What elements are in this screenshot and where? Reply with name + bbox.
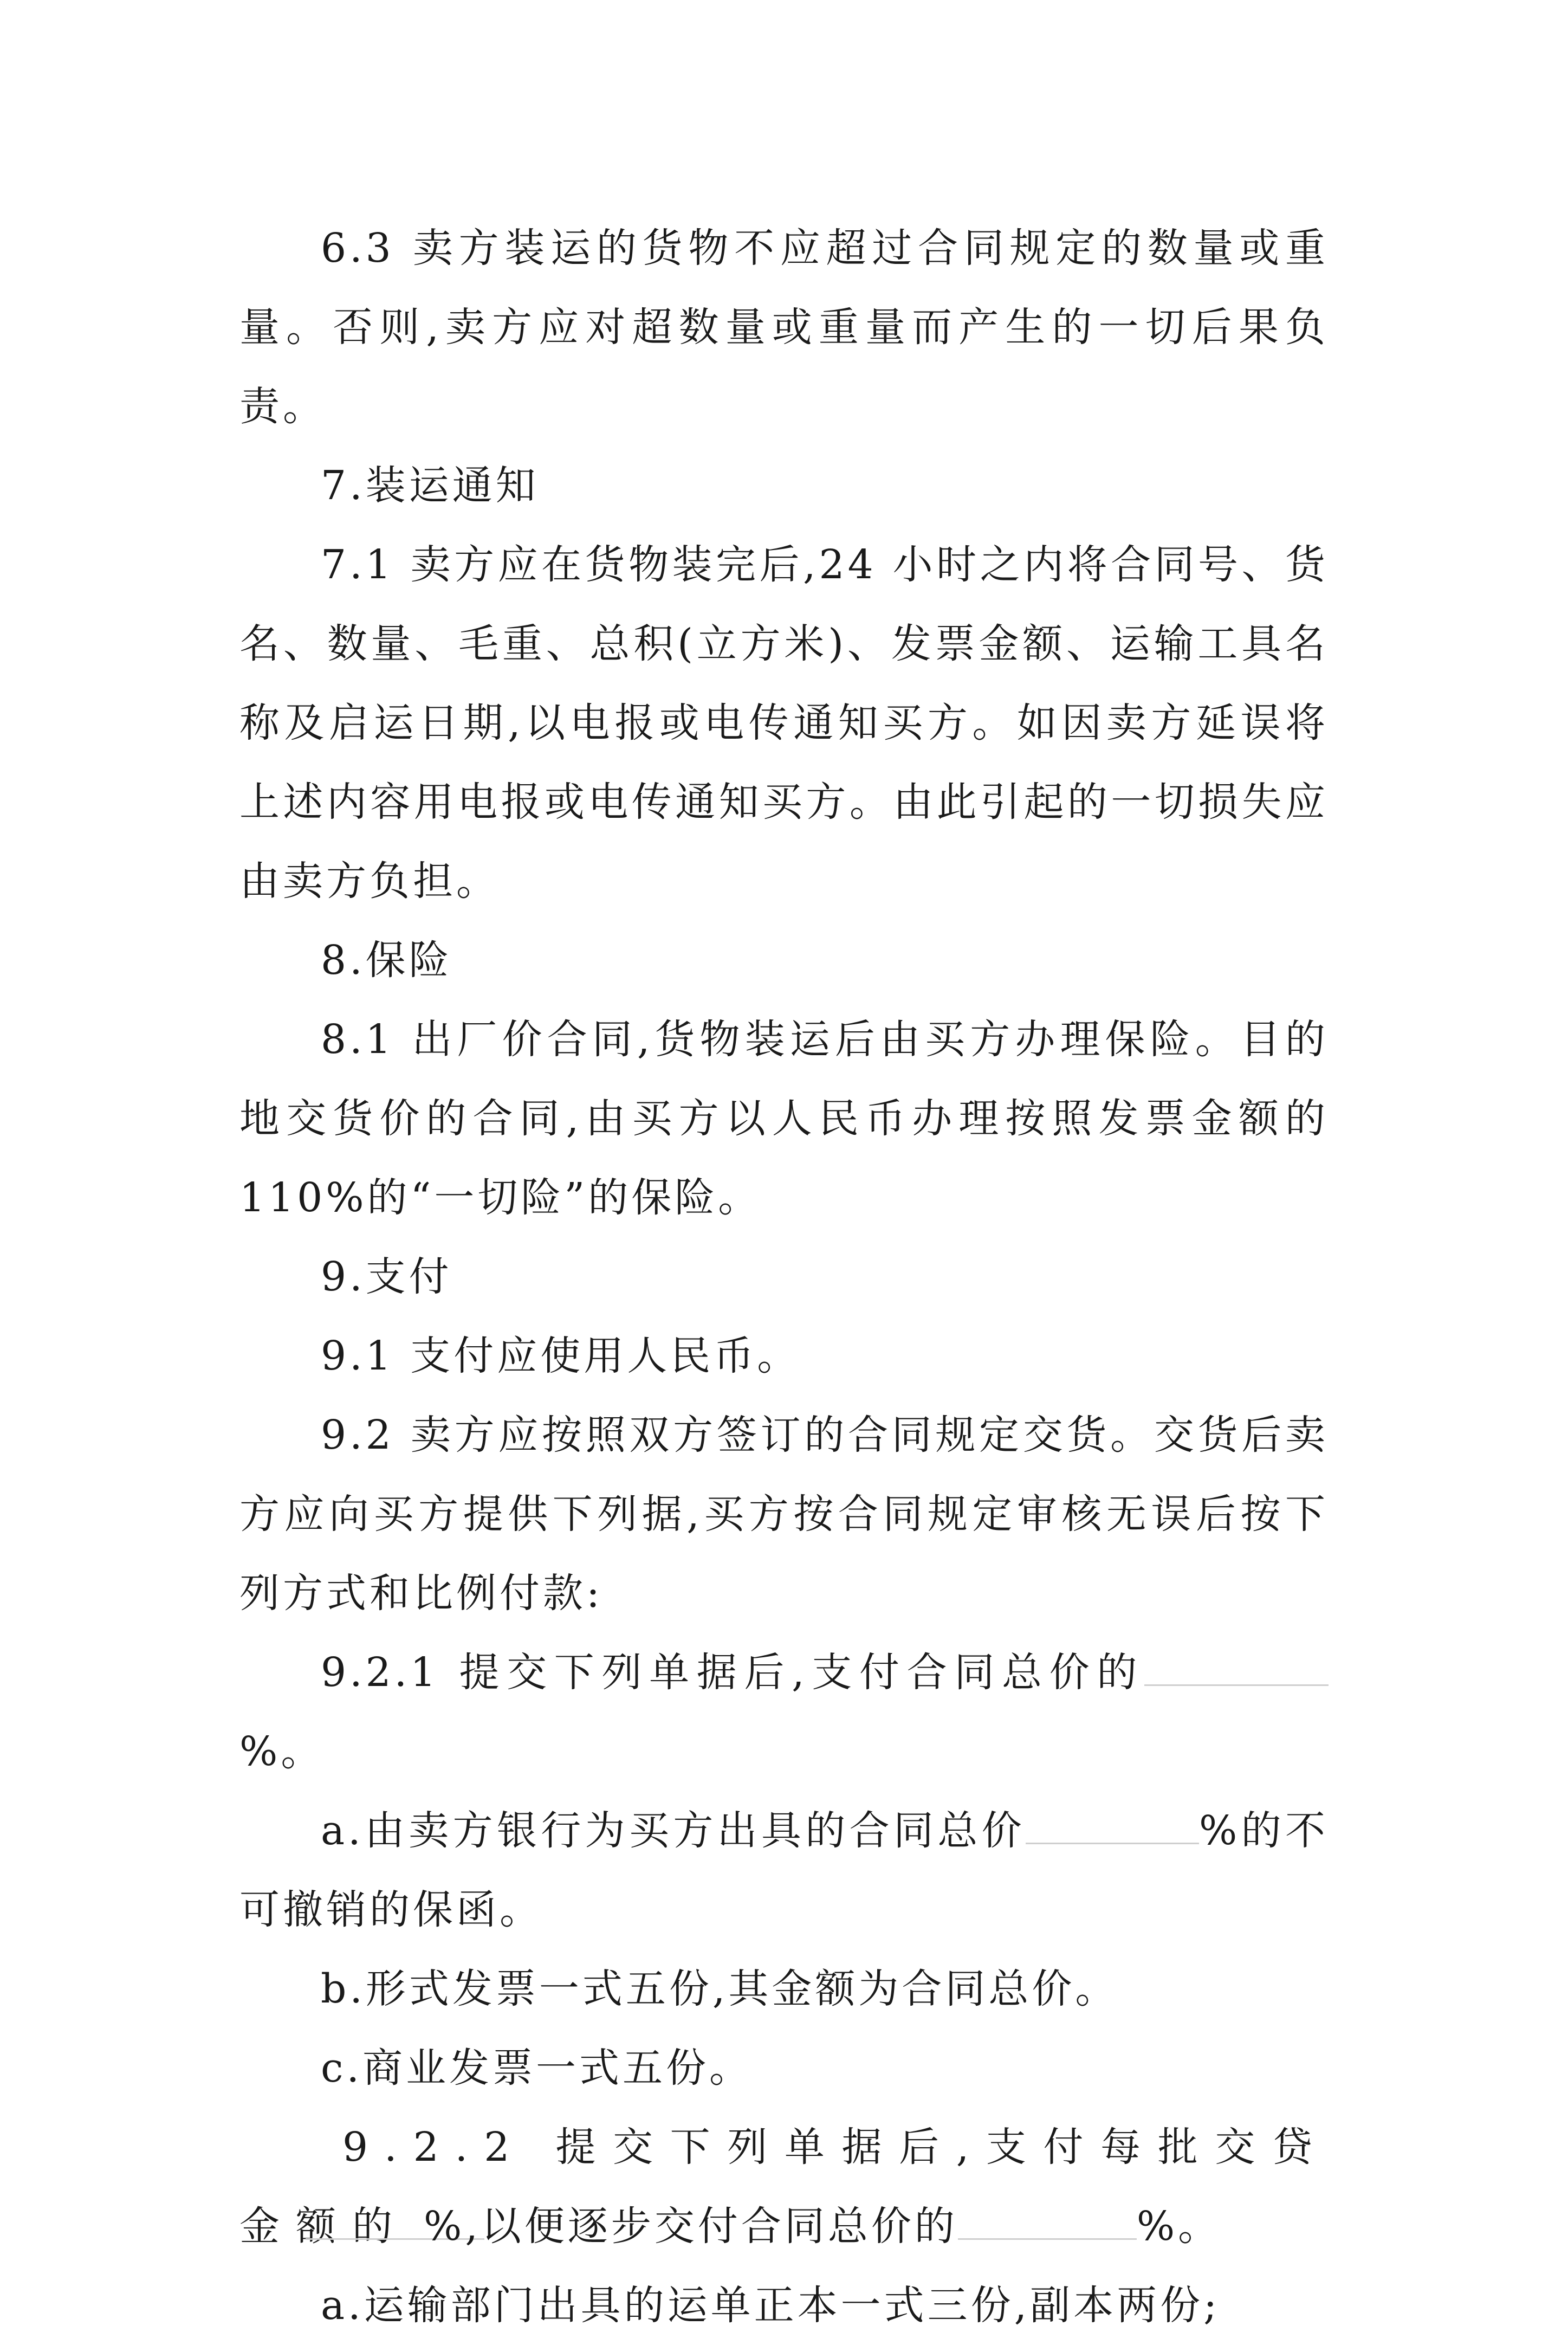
clause-9-2-1-a-text: a.由卖方银行为买方出具的合同总价: [321, 1807, 1026, 1854]
clause-6-3: 6.3 卖方装运的货物不应超过合同规定的数量或重量。否则,卖方应对超数量或重量而产生的一切后果负责。: [239, 225, 1329, 430]
clause-9-2-1-a: [239, 1791, 1329, 1949]
clause-9-2-2-suffix: %。: [1136, 2203, 1222, 2250]
clause-8-1: 8.1 出厂价合同,货物装运后由买方办理保险。目的地交货价的合同,由买方以人民币办理按照发票金额的 110%的“一切险”的保险。: [239, 1016, 1345, 1221]
clause-9-1: 9.1 支付应使用人民币。: [321, 1333, 801, 1379]
document-page: [239, 209, 1345, 2345]
fill-blank-percent: [1144, 1641, 1329, 1686]
clause-9-2-1: [239, 1633, 1329, 1791]
heading-8-insurance: 8.保险: [321, 937, 452, 984]
heading-9-payment: 9.支付: [321, 1254, 452, 1300]
clause-9-2-1-b: b.形式发票一式五份,其金额为合同总价。: [321, 1966, 1119, 2012]
clause-9-2: 9.2 卖方应按照双方签订的合同规定交货。交货后卖方应向买方提供下列据,买方按合同规定审核无误后按下列方式和比例付款:: [239, 1412, 1329, 1617]
clause-9-2-2-text: 9.2.2 提交下列单据后,支付每批交贷金额的: [239, 2124, 1329, 2250]
fill-blank-percent: [958, 2195, 1137, 2240]
clause-9-2-1-a-suffix: %的不可撤销的保函。: [239, 1807, 1329, 1933]
clause-9-2-1-c: c.商业发票一式五份。: [321, 2045, 753, 2091]
heading-7-shipping-notice: 7.装运通知: [321, 462, 539, 509]
clause-9-2-1-suffix: %。: [239, 1728, 325, 1775]
clause-9-2-2-a: a.运输部门出具的运单正本一式三份,副本两份;: [321, 2282, 1221, 2329]
clause-9-2-2-mid: %,以便逐步交付合同总价的: [424, 2203, 958, 2250]
clause-9-2-1-text: 9.2.1 提交下列单据后,支付合同总价的: [321, 1649, 1144, 1696]
clause-7-1: 7.1 卖方应在货物装完后,24 小时之内将合同号、货名、数量、毛重、总积(立方米)、发票金额、运输工具名称及启运日期,以电报或电传通知买方。如因卖方延误将上述内容用电报或电传通知买方。由此引起的一切损失应由卖方负担。: [239, 541, 1329, 905]
fill-blank-percent: [1026, 1799, 1199, 1844]
